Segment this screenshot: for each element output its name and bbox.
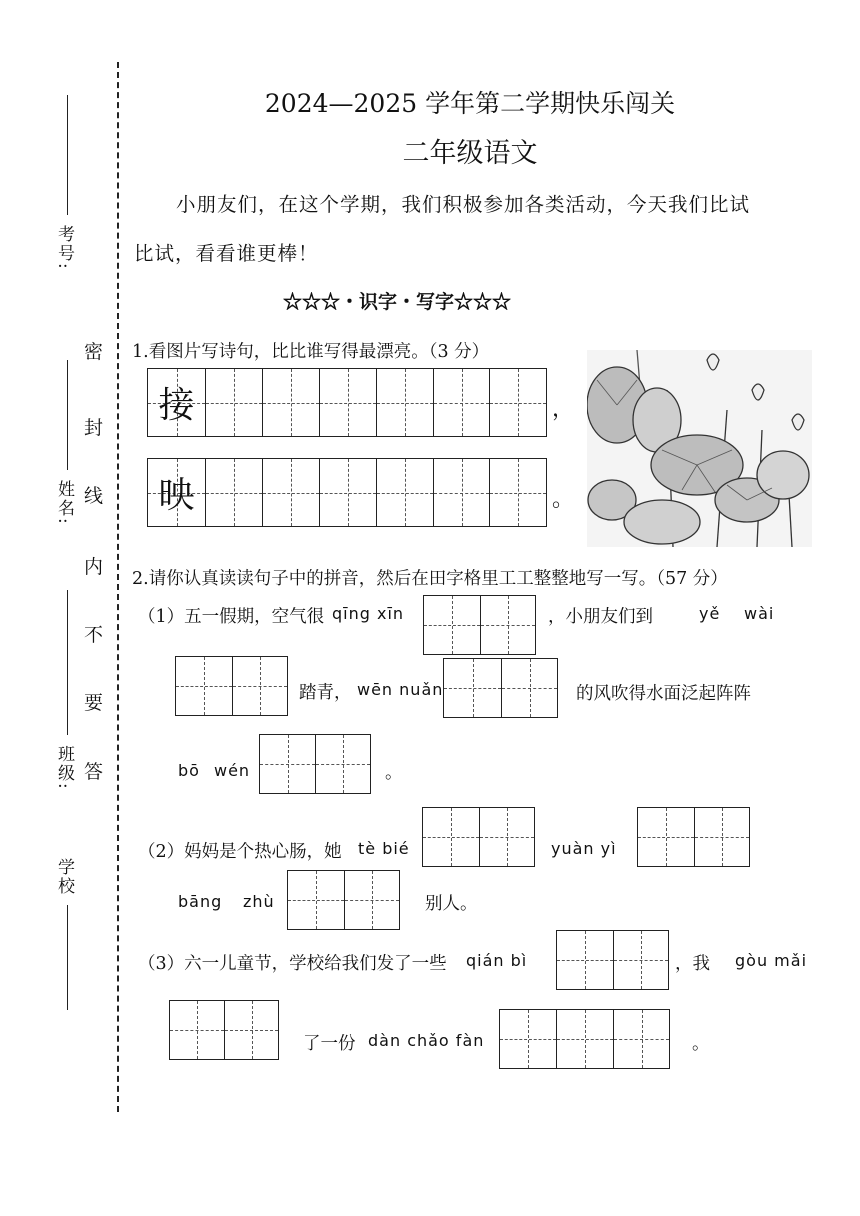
s2-pinyin-zhu: zhù bbox=[243, 892, 275, 911]
seal-char-3: 线 bbox=[84, 485, 104, 507]
poem-grid-row-2[interactable] bbox=[147, 458, 547, 527]
exam-title: 2024—2025 学年第二学期快乐闯关 bbox=[264, 89, 676, 118]
s1-text-a: （1）五一假期，空气很 bbox=[138, 607, 325, 627]
s1-pinyin-qingxin: qīng xīn bbox=[332, 604, 405, 623]
s3-grid-danchaofan[interactable] bbox=[499, 1009, 670, 1069]
s3-pinyin-qianbi: qián bì bbox=[466, 951, 528, 970]
seal-dashed-line bbox=[117, 62, 119, 1112]
s3-grid-qianbi[interactable] bbox=[556, 930, 669, 990]
s1-text-e: 。 bbox=[385, 763, 403, 783]
s1-grid-bowen[interactable] bbox=[259, 734, 371, 794]
s2-pinyin-yuanyi: yuàn yì bbox=[551, 839, 617, 858]
poem-row1-char: 接 bbox=[158, 385, 195, 426]
s3-pinyin-danchaofan: dàn chǎo fàn bbox=[368, 1031, 485, 1050]
s2-pinyin-tebie: tè bié bbox=[358, 839, 410, 858]
s1-pinyin-wennuan: wēn nuǎn bbox=[357, 680, 444, 699]
q1-instruction: 1.看图片写诗句，比比谁写得最漂亮。（3 分） bbox=[132, 342, 490, 362]
s2-text-a: （2）妈妈是个热心肠，她 bbox=[138, 842, 342, 862]
s1-grid-qingxin[interactable] bbox=[423, 595, 536, 655]
poem-grid-row-1[interactable] bbox=[147, 368, 547, 437]
seal-char-7: 答 bbox=[84, 761, 104, 783]
intro-line-1: 小朋友们，在这个学期，我们积极参加各类活动，今天我们比试 bbox=[176, 193, 751, 216]
name-label: 姓名: bbox=[54, 480, 74, 526]
s2-grid-bangzhu[interactable] bbox=[287, 870, 400, 930]
s1-text-c: 踏青， bbox=[299, 683, 352, 703]
q2-instruction: 2.请你认真读读句子中的拼音，然后在田字格里工工整整地写一写。（57 分） bbox=[132, 569, 728, 589]
poem-row2-char: 映 bbox=[158, 475, 195, 516]
seal-char-4: 内 bbox=[84, 556, 104, 578]
s3-pinyin-goumai: gòu mǎi bbox=[735, 951, 808, 970]
s1-pinyin-wen: wén bbox=[214, 761, 251, 780]
poem-comma: ， bbox=[552, 397, 575, 422]
class-line bbox=[67, 590, 68, 735]
s1-pinyin-wai: wài bbox=[744, 604, 775, 623]
s1-pinyin-bo: bō bbox=[178, 761, 200, 780]
s2-text-b: 别人。 bbox=[425, 894, 478, 914]
class-label: 班级: bbox=[54, 745, 74, 791]
section-title: ☆☆☆・识字・写字☆☆☆ bbox=[283, 291, 512, 313]
lotus-illustration bbox=[587, 350, 812, 547]
seal-char-6: 要 bbox=[84, 692, 104, 714]
seal-char-2: 封 bbox=[84, 417, 104, 439]
s1-text-d: 的风吹得水面泛起阵阵 bbox=[576, 684, 751, 704]
seal-char-5: 不 bbox=[84, 624, 104, 646]
seal-char-1: 密 bbox=[84, 341, 104, 363]
s3-text-b: ，我 bbox=[675, 954, 710, 974]
intro-line-2: 比试，看看谁更棒！ bbox=[134, 242, 319, 265]
s1-grid-yewai[interactable] bbox=[175, 656, 288, 716]
s2-grid-yuanyi[interactable] bbox=[637, 807, 750, 867]
exam-no-line bbox=[67, 95, 68, 215]
s1-text-b: ，小朋友们到 bbox=[548, 607, 653, 627]
school-line bbox=[67, 905, 68, 1010]
s3-grid-goumai[interactable] bbox=[169, 1000, 279, 1060]
s2-grid-tebie[interactable] bbox=[422, 807, 535, 867]
s1-pinyin-ye: yě bbox=[699, 604, 721, 623]
s2-pinyin-bang: bāng bbox=[178, 892, 223, 911]
poem-period: 。 bbox=[552, 487, 575, 512]
s3-text-d: 。 bbox=[692, 1034, 710, 1054]
exam-no-label: 考号: bbox=[54, 225, 74, 271]
exam-subtitle: 二年级语文 bbox=[402, 138, 538, 169]
s1-grid-wennuan[interactable] bbox=[443, 658, 558, 718]
name-line bbox=[67, 360, 68, 470]
s3-text-a: （3）六一儿童节，学校给我们发了一些 bbox=[138, 954, 447, 974]
school-label: 学校 bbox=[54, 858, 74, 896]
s3-text-c: 了一份 bbox=[303, 1034, 356, 1054]
